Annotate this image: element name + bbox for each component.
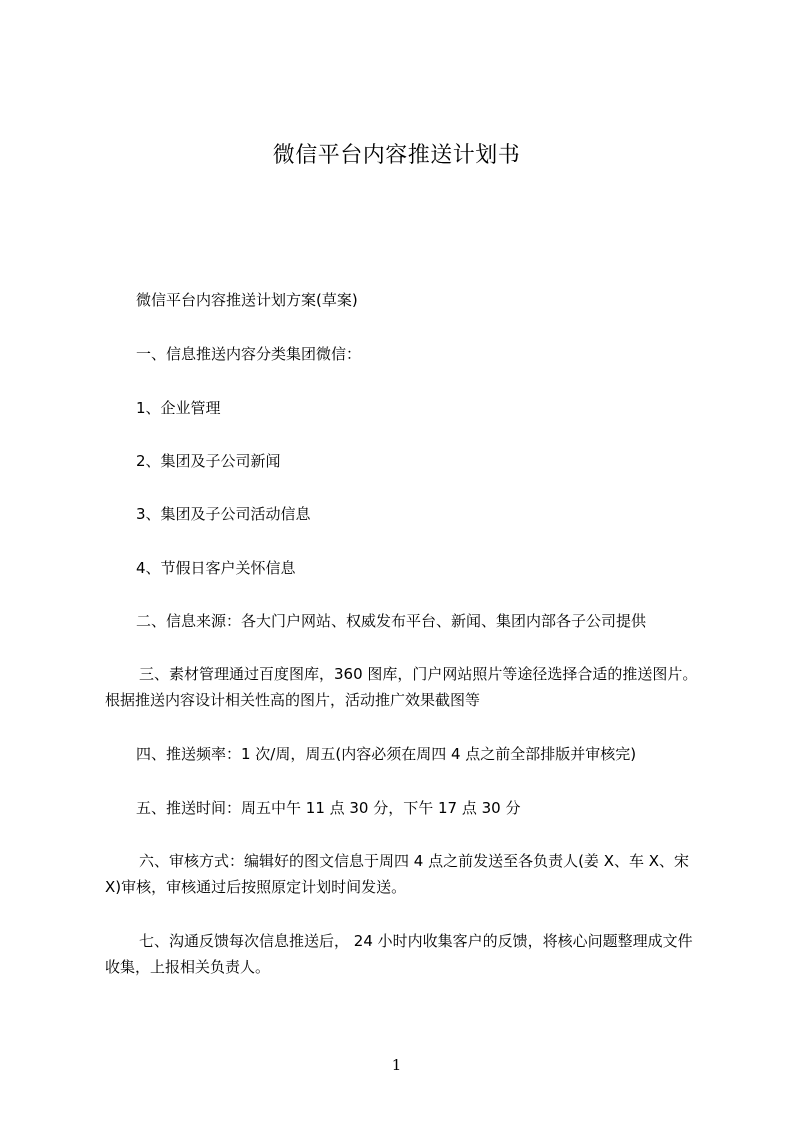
list-item: 4、节假日客户关怀信息 <box>136 559 296 577</box>
section-1-heading: 一、信息推送内容分类集团微信： <box>136 345 362 363</box>
document-title: 微信平台内容推送计划书 <box>272 143 521 168</box>
section-3-paragraph: 三、素材管理通过百度图库，360 图库，门户网站照片等途径选择合适的推送图片。根据推送内容设计相关性高的图片，活动推广效果截图等 <box>105 665 698 709</box>
section-6-paragraph: 六、审核方式：编辑好的图文信息于周四 4 点之前发送至各负责人(姜 X、车 X、宋 X)审核，审核通过后按照原定计划时间发送。 <box>105 852 690 896</box>
list-item: 3、集团及子公司活动信息 <box>136 505 311 523</box>
section-7-paragraph: 七、沟通反馈每次信息推送后， 24 小时内收集客户的反馈，将核心问题整理成文件收集，上报相关负责人。 <box>105 932 693 976</box>
section-2-paragraph: 二、信息来源：各大门户网站、权威发布平台、新闻、集团内部各子公司提供 <box>136 612 647 630</box>
page-number: 1 <box>391 1056 402 1074</box>
section-5-paragraph: 五、推送时间：周五中午 11 点 30 分，下午 17 点 30 分 <box>136 799 521 817</box>
section-4-paragraph: 四、推送频率：1 次/周，周五(内容必须在周四 4 点之前全部排版并审核完) <box>136 745 637 763</box>
plan-subtitle: 微信平台内容推送计划方案(草案) <box>136 291 358 309</box>
list-item: 1、企业管理 <box>136 399 221 417</box>
list-item: 2、集团及子公司新闻 <box>136 452 281 470</box>
